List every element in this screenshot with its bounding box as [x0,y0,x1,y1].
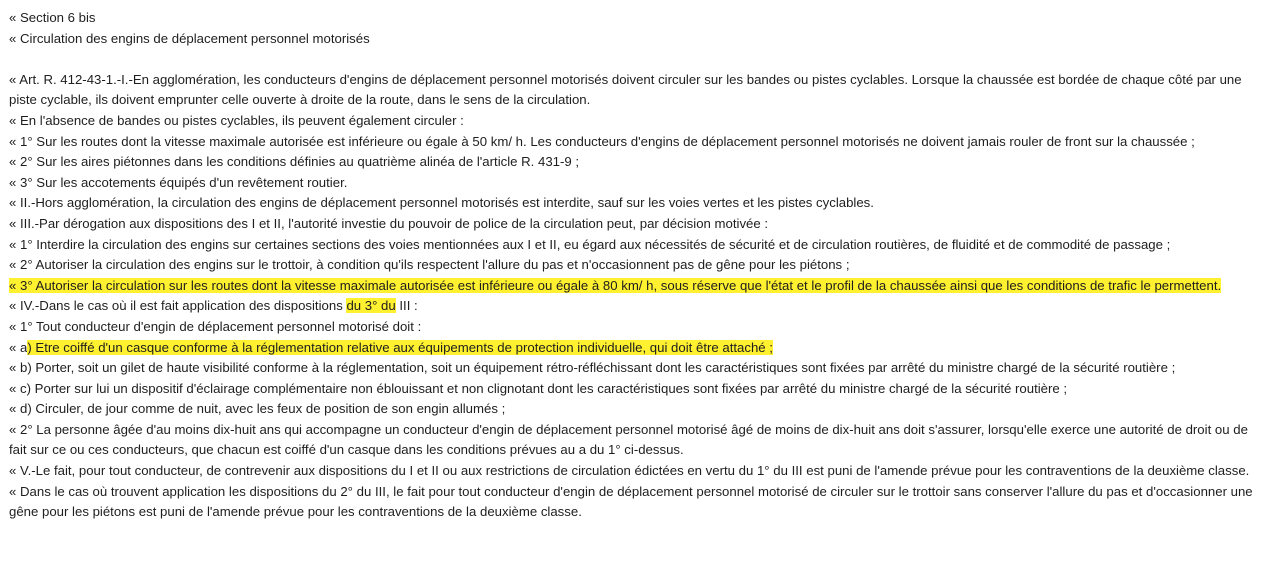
paragraph [9,152,1261,173]
paragraph-text: « 2° Sur les aires piétonnes dans les conditions définies au quatrième alinéa de l'article R. 431-9 ; [9,154,580,170]
paragraph-text: « III.-Par dérogation aux dispositions des I et II, l'autorité investie du pouvoir de police de la circulation peut, par décision motivée : [9,215,769,231]
paragraph [9,461,1261,482]
paragraph-text: « d) Circuler, de jour comme de nuit, avec les feux de position de son engin allumés ; [9,401,506,417]
section-label: « Section 6 bis [9,10,96,25]
paragraph-text: « 1° Tout conducteur d'engin de déplacement personnel motorisé doit : [9,318,422,334]
paragraph [9,111,1261,132]
paragraph-text: « 3° Sur les accotements équipés d'un revêtement routier. [9,174,348,190]
paragraph [9,255,1261,276]
section-title: « Circulation des engins de déplacement personnel motorisés [9,30,370,46]
paragraph [9,420,1261,461]
paragraph-text: « En l'absence de bandes ou pistes cyclables, ils peuvent également circuler : [9,112,464,128]
paragraph [9,235,1261,256]
paragraph [9,379,1261,400]
paragraph [9,358,1261,379]
article-paragraphs [9,70,1261,523]
blank-line [9,49,1261,70]
paragraph-text: « 1° Sur les routes dont la vitesse maximale autorisée est inférieure ou égale à 50 km/ h. Les conducteurs d'engins de déplacement personnel motorisés ne doivent jamais rouler de front sur la chaussée ; [9,133,1195,149]
paragraph [9,276,1261,297]
paragraph [9,317,1261,338]
paragraph [9,70,1261,111]
paragraph [9,399,1261,420]
paragraph-text: « Dans le cas où trouvent application les dispositions du 2° du III, le fait pour tout conducteur d'engin de déplacement personnel motorisé de circuler sur le trottoir sans conserver l'allure du pas et d'occasionner une gêne pour les piétons est puni de l'amende prévue pour les contraventions de la deuxième classe. [9,483,1253,520]
paragraph-text: « V.-Le fait, pour tout conducteur, de contrevenir aux dispositions du I et II ou aux restrictions de circulation édictées en vertu du 1° du III est puni de l'amende prévue pour les contraventions de la deuxième classe. [9,463,1250,479]
paragraph-text: « II.-Hors agglomération, la circulation des engins de déplacement personnel motorisés est interdite, sauf sur les voies vertes et les pistes cyclables. [9,195,874,211]
highlighted-text: « 3° Autoriser la circulation sur les routes dont la vitesse maximale autorisée est inférieure ou égale à 80 km/ h, sous réserve que l'état et le profil de la chaussée ainsi que les conditions de trafic le permettent. [9,277,1222,293]
paragraph [9,173,1261,194]
paragraph [9,296,1261,317]
paragraph [9,193,1261,214]
paragraph-text: « a [9,339,28,355]
paragraph-text: « c) Porter sur lui un dispositif d'éclairage complémentaire non éblouissant et non clignotant dont les caractéristiques sont fixées par arrêté du ministre chargé de la sécurité routière ; [9,380,1068,396]
paragraph-text: « IV.-Dans le cas où il est fait application des dispositions [9,298,347,314]
paragraph [9,482,1261,523]
highlighted-text: ) Etre coiffé d'un casque conforme à la réglementation relative aux équipements de protection individuelle, qui doit être attaché ; [27,339,773,355]
paragraph-text: III : [395,298,418,314]
paragraph-text: « 1° Interdire la circulation des engins sur certaines sections des voies mentionnées aux I et II, eu égard aux nécessités de sécurité et de circulation routières, de fluidité et de commodité de passage ; [9,236,1171,252]
highlighted-text: du 3° du [346,298,396,314]
document-body [9,8,1261,523]
paragraph-text: « b) Porter, soit un gilet de haute visibilité conforme à la réglementation, soit un équipement rétro-réfléchissant dont les caractéristiques sont fixées par arrêté du ministre chargé de la sécurité routière ; [9,360,1176,376]
paragraph-text: « 2° Autoriser la circulation des engins sur le trottoir, à condition qu'ils respectent l'allure du pas et n'occasionnent pas de gêne pour les piétons ; [9,257,850,273]
paragraph [9,132,1261,153]
paragraph [9,214,1261,235]
paragraph-text: « Art. R. 412-43-1.-I.-En agglomération, les conducteurs d'engins de déplacement personnel motorisés doivent circuler sur les bandes ou pistes cyclables. Lorsque la chaussée est bordée de chaque côté par une piste cyclable, ils doivent emprunter celle ouverte à droite de la route, dans le sens de la circulation. [9,71,1242,108]
paragraph [9,338,1261,359]
paragraph-text: « 2° La personne âgée d'au moins dix-huit ans qui accompagne un conducteur d'engin de déplacement personnel motorisé âgé de moins de dix-huit ans doit s'assurer, lorsqu'elle exerce une autorité de droit ou de fait sur ce ou ces conducteurs, que chacun est coiffé d'un casque dans les conditions prévues au a du 1° ci-dessus. [9,421,1248,458]
